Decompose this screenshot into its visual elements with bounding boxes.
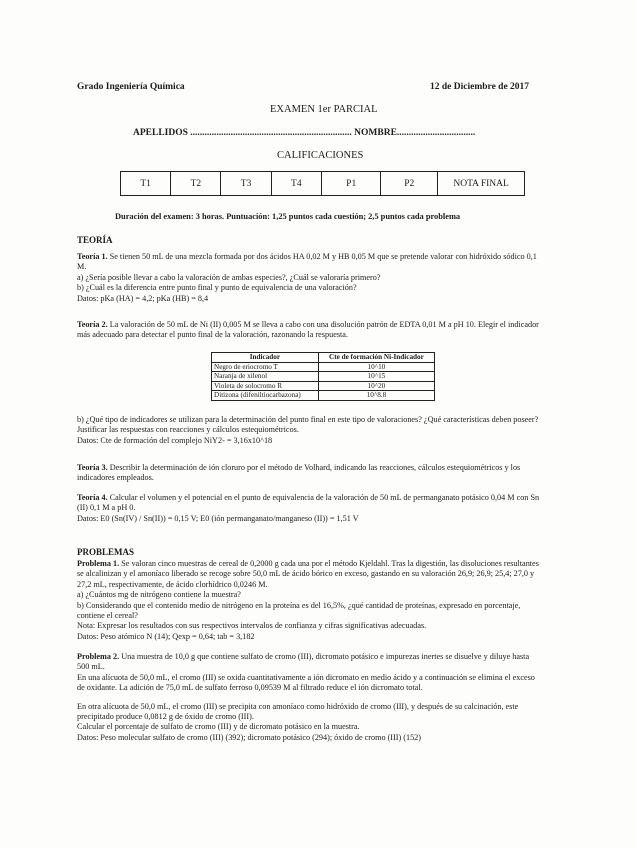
table-row [212, 381, 435, 391]
indicator-constant: 10^20 [318, 381, 434, 391]
problema-2-line-3: En otra alícuota de 50,0 mL, el cromo (III) se precipita con amoníaco como hidróxido de cromo (III), y después de su calcinación, este precipitado produce 0,0812 g de óxido de cromo (III). [77, 701, 519, 722]
problema-1 [77, 559, 540, 642]
degree-name: Grado Ingeniería Química [77, 82, 185, 92]
grade-cell-t3: T3 [221, 172, 271, 196]
problema-2-line-1: Una muestra de 10,0 g que contiene sulfato de cromo (III), dicromato potásico e impurezas inertes se disuelve y diluye hasta 500 mL. [77, 652, 530, 672]
table-row [212, 362, 435, 372]
indicator-name: Violeta de solocromo R [212, 381, 319, 391]
grade-cell-p2: P2 [381, 172, 438, 196]
grade-cell-t2: T2 [171, 172, 221, 196]
teoria-1-line-2: a) ¿Sería posible llevar a cabo la valoración de ambas especies?, ¿Cuál se valoraría primero? [77, 272, 381, 282]
teoria-1-line-3: b) ¿Cuál es la diferencia entre punto final y punto de equivalencia de una valoración? [77, 283, 357, 293]
problema-1-line-2: a) ¿Cuántos mg de nitrógeno contiene la muestra? [77, 590, 241, 600]
teoria-3-text: Describir la determinación de ión cloruro por el método de Volhard, indicando las reacciones, cálculos estequiométricos y los indicadores empleados. [77, 463, 521, 483]
problema-2-line-4: Calcular el porcentaje de sulfato de cromo (III) y de dicromato potásico en la muestra. [77, 722, 360, 732]
teoria-1-label: Teoría 1. [77, 252, 108, 261]
problema-1-line-5: Datos: Peso atómico N (14); Qexp = 0,64; tab = 3,182 [77, 631, 255, 641]
problema-1-line-1: Se valoran cinco muestras de cereal de 0,2000 g cada una por el método Kjeldahl. Tras la digestión, las disoluciones resultantes se alcalinizan y el amoníaco liberado se recoge sobre 50,0 mL de ácido bórico en exceso, gastando en su valoración 26,9; 26,9; 25,4; 27,0 y 27,2 mL, respectivamente, de ácido clorhídrico 0,0246 M. [77, 559, 539, 589]
table-row [212, 372, 435, 382]
name-line: APELLIDOS .................................................................... NOMBRE................................. [133, 128, 476, 138]
grade-cell-t1: T1 [121, 172, 171, 196]
grade-cell-t4: T4 [271, 172, 321, 196]
indicator-constant: 10^10 [318, 362, 434, 372]
indicator-constant: 10^15 [318, 372, 434, 382]
teoria-2-datos: Datos: Cte de formación del complejo NiY2- = 3,16x10^18 [77, 435, 273, 445]
problema-1-line-3: b) Considerando que el contenido medio de nitrógeno en la proteína es del 16,5%, ¿qué cantidad de proteínas, expresado en porcentaje, contiene el cereal? [77, 600, 521, 621]
calificaciones-heading: CALIFICACIONES [277, 150, 364, 161]
teoria-1-line-1: Se tienen 50 mL de una mezcla formada por dos ácidos HA 0,02 M y HB 0,05 M que se pretende valorar con hidróxido sódico 0,1 M. [77, 252, 537, 272]
teoria-1 [77, 252, 540, 304]
problema-1-line-4: Nota: Expresar los resultados con sus respectivos intervalos de confianza y cifras significativas adecuadas. [77, 621, 427, 631]
problemas-heading: PROBLEMAS [77, 547, 135, 557]
problema-2-line-2: En una alícuota de 50,0 mL, el cromo (III) se oxida cuantitativamente a ión dicromato en medio ácido y a continuación se elimina el exceso de oxidante. La adición de 75,0 mL de sulfato ferroso 0,09539 M al filtrado reduce el ión dicromato total. [77, 672, 535, 693]
indicator-constant: 10^8.8 [318, 391, 434, 401]
teoria-2-part-b [77, 415, 540, 446]
grade-cell-final: NOTA FINAL [438, 172, 525, 196]
teoria-2-text: La valoración de 50 mL de Ni (II) 0,005 M se lleva a cabo con una disolución patrón de EDTA 0,01 M a pH 10. Elegir el indicador más adecuado para detectar el punto final de la valoración, razonando la respuesta. [77, 320, 539, 340]
teoria-4-datos: Datos: E0 (Sn(IV) / Sn(II)) = 0,15 V; E0 (ión permanganato/manganeso (II)) = 1,51 V [77, 513, 359, 523]
indicator-header-constant: Cte de formación Ni-Indicador [318, 353, 434, 363]
indicator-name: Negro de eriocromo T [212, 362, 319, 372]
teoria-2-b-line: b) ¿Qué tipo de indicadores se utilizan para la determinación del punto final en este tipo de valoraciones? ¿Qué características deben poseer? Justificar las respuestas con reacciones y cálculos estequiométricos. [77, 415, 539, 435]
duration-line: Duración del examen: 3 horas. Puntuación: 1,25 puntos cada cuestión; 2,5 puntos cada problema [115, 212, 461, 221]
teoria-1-line-4: Datos: pKa (HA) = 4,2; pKa (HB) = 8,4 [77, 293, 209, 303]
teoria-2 [77, 320, 540, 341]
teoria-4-text: Calcular el volumen y el potencial en el punto de equivalencia de la valoración de 50 mL de permanganato potásico 0,04 M con Sn (II) 0,1 M a pH 0. [77, 493, 540, 513]
indicator-table [211, 352, 435, 401]
grades-table [120, 171, 525, 196]
teoria-3 [77, 463, 540, 484]
problema-2 [77, 652, 540, 743]
teoria-3-label: Teoría 3. [77, 463, 108, 472]
exam-title: EXAMEN 1er PARCIAL [270, 104, 378, 115]
teoria-4 [77, 493, 540, 524]
problema-2-line-5: Datos: Peso molecular sulfato de cromo (III) (392); dicromato potásico (294); óxido de cromo (III) (152) [77, 732, 421, 742]
indicator-name: Naranja de xilenol [212, 372, 319, 382]
indicator-name: Ditizona (difeniltiocarbazona) [212, 391, 319, 401]
teoria-heading: TEORÍA [77, 235, 113, 245]
grade-cell-p1: P1 [321, 172, 381, 196]
problema-2-label: Problema 2. [77, 652, 120, 661]
exam-date: 12 de Diciembre de 2017 [430, 82, 530, 92]
teoria-2-label: Teoría 2. [77, 320, 108, 329]
indicator-header-name: Indicador [212, 353, 319, 363]
problema-1-label: Problema 1. [77, 559, 120, 568]
teoria-4-label: Teoría 4. [77, 493, 108, 502]
table-row [212, 391, 435, 401]
